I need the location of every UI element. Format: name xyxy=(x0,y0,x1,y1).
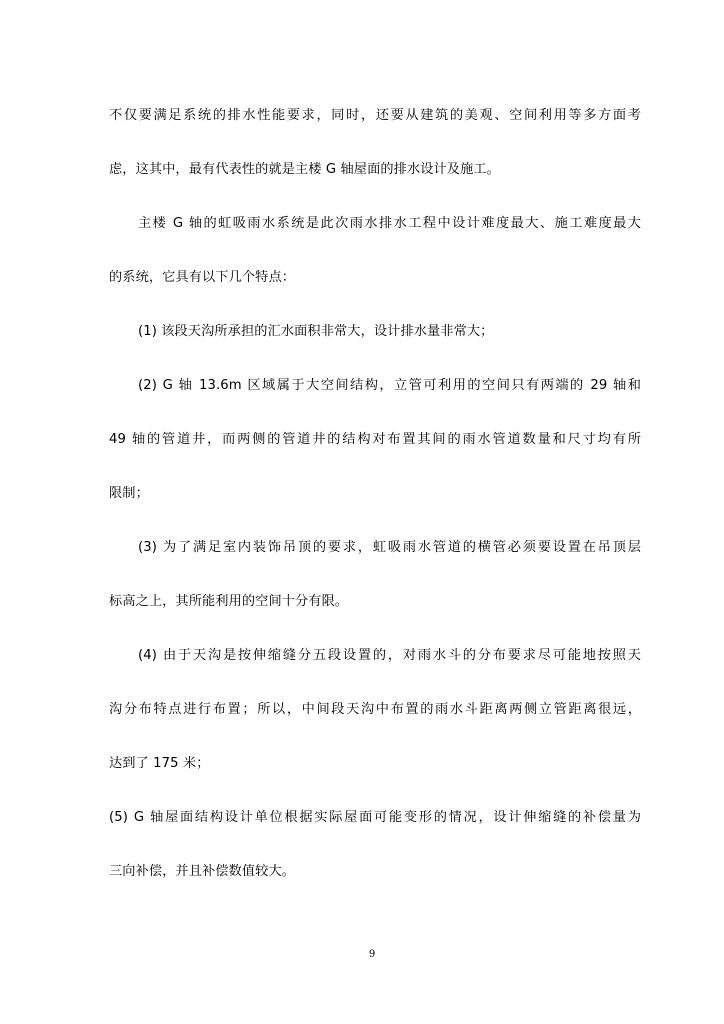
text-line: 的系统，它具有以下几个特点： xyxy=(109,270,296,285)
text-line: 限制； xyxy=(109,486,149,501)
text-line: 不仅要满足系统的排水性能要求，同时，还要从建筑的美观、空间利用等多方面考 xyxy=(109,108,641,123)
list-item: (3) 为了满足室内装饰吊顶的要求，虹吸雨水管道的横管必须要设置在吊顶层 xyxy=(138,540,641,555)
text-line: 沟分布特点进行布置；所以，中间段天沟中布置的雨水斗距离两侧立管距离很远， xyxy=(109,702,641,717)
list-item: (1) 该段天沟所承担的汇水面积非常大，设计排水量非常大； xyxy=(138,324,494,339)
text-line: 主楼 G 轴的虹吸雨水系统是此次雨水排水工程中设计难度最大、施工难度最大 xyxy=(138,216,641,231)
list-item: (4) 由于天沟是按伸缩缝分五段设置的，对雨水斗的分布要求尽可能地按照天 xyxy=(138,648,641,663)
text-line: 达到了 175 米； xyxy=(109,756,210,771)
text-line: 49 轴的管道井，而两侧的管道井的结构对布置其间的雨水管道数量和尺寸均有所 xyxy=(109,432,641,447)
page-number: 9 xyxy=(368,949,376,960)
list-item: (5) G 轴屋面结构设计单位根据实际屋面可能变形的情况，设计伸缩缝的补偿量为 xyxy=(109,810,641,825)
list-item: (2) G 轴 13.6m 区域属于大空间结构，立管可利用的空间只有两端的 29 轴和 xyxy=(138,378,641,393)
text-line: 标高之上，其所能利用的空间十分有限。 xyxy=(109,594,349,609)
text-line: 三向补偿，并且补偿数值较大。 xyxy=(109,864,296,879)
text-line: 虑，这其中，最有代表性的就是主楼 G 轴屋面的排水设计及施工。 xyxy=(109,162,500,177)
